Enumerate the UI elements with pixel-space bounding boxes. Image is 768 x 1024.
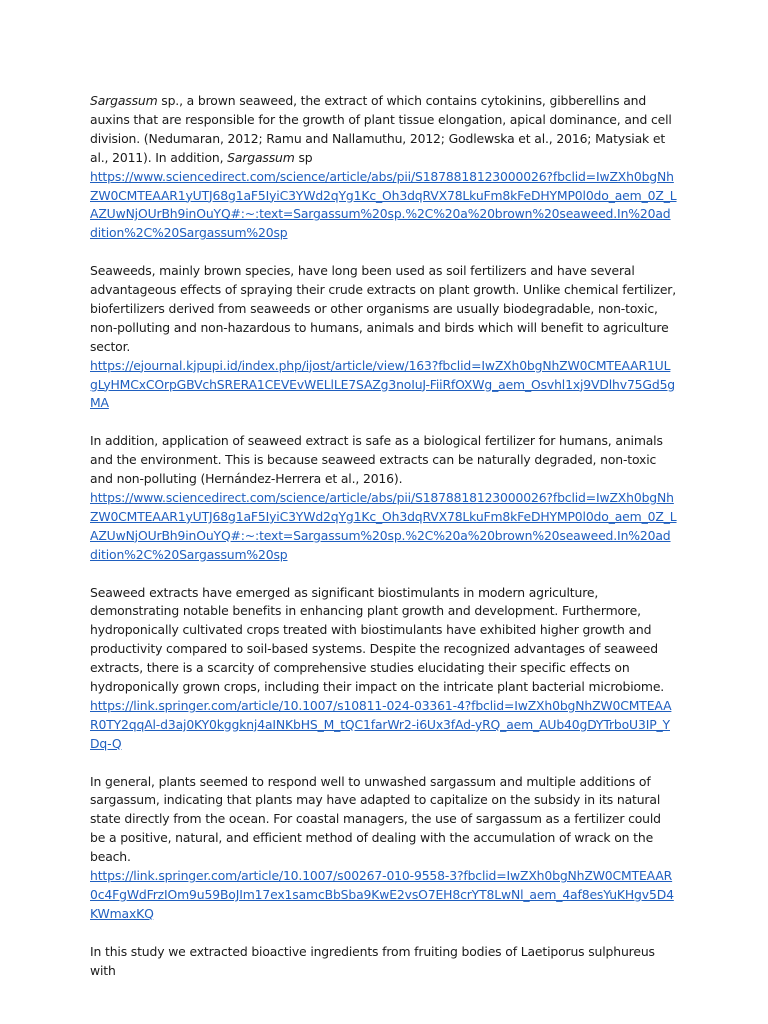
italic-term: Sargassum: [227, 149, 295, 165]
paragraph-text: sp: [294, 149, 313, 165]
source-link[interactable]: https://www.sciencedirect.com/science/article/abs/pii/S1878818123000026?fbclid=IwZXh0bgNhZW0CMTEAAR1yUTJ68g1aF5IyiC3YWd2qYg1Kc_Oh3dqRVX78LkuFm8kFeDHYMP0l0do_aem_0Z_LAZUwNjOUrBh9inOuYQ#:~:text=Sargassum%20sp.%2C%20a%20brown%20seaweed.In%20addition%2C%20Sargassum%20sp: [90, 168, 677, 241]
paragraph-laetiporus: [90, 943, 678, 981]
paragraph-safety: [90, 432, 678, 564]
paragraph-text: sp., a brown seaweed, the extract of which contains cytokinins, gibberellins and auxins that are responsible for the growth of plant tissue elongation, apical dominance, and cell division. (Nedumaran, 2012; Ramu and Nallamuthu, 2012; Godlewska et al., 2016; Matysiak et al., 2011). In addition,: [90, 93, 672, 165]
italic-term: Sargassum: [90, 93, 158, 108]
source-link[interactable]: https://link.springer.com/article/10.1007/s00267-010-9558-3?fbclid=IwZXh0bgNhZW0CMTEAAR0c4FgWdFrzIOm9u59BoJIm17ex1samcBbSba9KwE2vsO7EH8crYT8LwNl_aem_4af8esYuKHgv5D4KWmaxKQ: [90, 868, 674, 921]
paragraph-text: In this study we extracted bioactive ingredients from fruiting bodies of Laetiporus sulphureus with: [90, 943, 655, 978]
paragraph-text: Seaweeds, mainly brown species, have long been used as soil fertilizers and have several advantageous effects of spraying their crude extracts on plant growth. Unlike chemical fertilizer, biofertilizers derived from seaweeds or other organisms are usually biodegradable, non-toxic, non-polluting and non-hazardous to humans, animals and birds which will benefit to agriculture sector.: [90, 263, 677, 354]
paragraph-coastal: [90, 773, 678, 924]
paragraph-sargassum: [90, 92, 678, 243]
paragraph-text: In addition, application of seaweed extract is safe as a biological fertilizer for humans, animals and the environment. This is because seaweed extracts can be naturally degraded, non-toxic and non-polluting (Hernández-Herrera et al., 2016).: [90, 433, 663, 487]
source-link[interactable]: https://ejournal.kjpupi.id/index.php/ijost/article/view/163?fbclid=IwZXh0bgNhZW0CMTEAAR1ULgLyHMCxCOrpGBVchSRERA1CEVEvWELlLE7SAZg3noIuJ-FiiRfOXWg_aem_Osvhl1xj9VDlhv75Gd5gMA: [90, 357, 676, 411]
paragraph-biostimulants: [90, 584, 678, 754]
paragraph-seaweeds: [90, 262, 678, 413]
source-link[interactable]: https://link.springer.com/article/10.1007/s10811-024-03361-4?fbclid=IwZXh0bgNhZW0CMTEAAR0TY2qqAl-d3aj0KY0kggknj4aINKbHS_M_tQC1farWr2-i6Ux3fAd-yRQ_aem_AUb40gDYTrboU3IP_YDq-Q: [90, 697, 672, 751]
paragraph-text: In general, plants seemed to respond well to unwashed sargassum and multiple additions of sargassum, indicating that plants may have adapted to capitalize on the subsidy in its natural state directly from the ocean. For coastal managers, the use of sargassum as a fertilizer could be a positive, natural, and efficient method of dealing with the accumulation of wrack on the beach.: [90, 773, 661, 865]
paragraph-text: Seaweed extracts have emerged as significant biostimulants in modern agriculture, demonstrating notable benefits in enhancing plant growth and development. Furthermore, hydroponically cultivated crops treated with biostimulants have exhibited higher growth and productivity compared to soil-based systems. Despite the recognized advantages of seaweed extracts, there is a scarcity of comprehensive studies elucidating their specific effects on hydroponically grown crops, including their impact on the intricate plant bacterial microbiome.: [90, 584, 665, 695]
source-link[interactable]: https://www.sciencedirect.com/science/article/abs/pii/S1878818123000026?fbclid=IwZXh0bgNhZW0CMTEAAR1yUTJ68g1aF5IyiC3YWd2qYg1Kc_Oh3dqRVX78LkuFm8kFeDHYMP0l0do_aem_0Z_LAZUwNjOUrBh9inOuYQ#:~:text=Sargassum%20sp.%2C%20a%20brown%20seaweed.In%20addition%2C%20Sargassum%20sp: [90, 490, 677, 562]
